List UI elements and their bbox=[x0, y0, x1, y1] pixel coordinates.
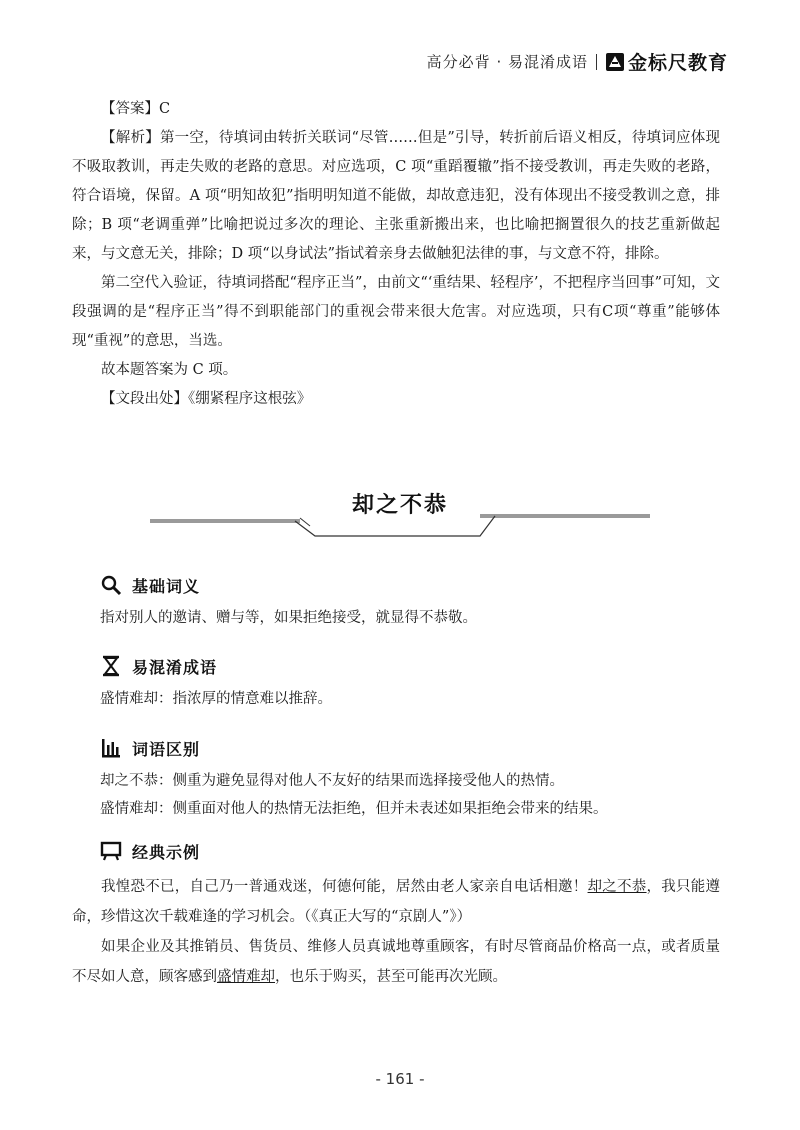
header-divider bbox=[596, 54, 597, 70]
word-difference-block bbox=[100, 733, 720, 823]
example-paragraph-2 bbox=[72, 932, 720, 992]
basic-meaning-label: 基础词义 bbox=[132, 576, 201, 596]
difference-line-1: 却之不恭：侧重为避免显得对他人不友好的结果而选择接受他人的热情。 bbox=[100, 773, 564, 789]
brand-logo bbox=[605, 48, 728, 75]
search-icon bbox=[100, 574, 122, 596]
bar-chart-icon bbox=[100, 737, 122, 759]
example-1-term: 却之不恭 bbox=[587, 879, 647, 895]
brand-logo-icon bbox=[605, 52, 625, 72]
word-difference-header bbox=[100, 733, 720, 763]
page-number: - 161 - bbox=[375, 1070, 425, 1088]
confusable-idiom-block bbox=[100, 651, 720, 713]
page-header bbox=[427, 48, 728, 75]
conclusion-line: 故本题答案为 C 项。 bbox=[101, 362, 238, 378]
basic-meaning-block bbox=[100, 570, 720, 632]
classic-examples-block bbox=[100, 836, 720, 866]
section-title: 却之不恭 bbox=[351, 492, 448, 518]
classic-examples-header bbox=[100, 836, 720, 866]
difference-line-2: 盛情难却：侧重面对他人的热情无法拒绝，但并未表述如果拒绝会带来的结果。 bbox=[100, 801, 608, 817]
monitor-icon bbox=[100, 840, 122, 862]
classic-examples-label: 经典示例 bbox=[132, 842, 201, 862]
answer-line: 【答案】C bbox=[101, 101, 171, 117]
example-2-term: 盛情难却 bbox=[217, 969, 275, 985]
example-paragraph-1 bbox=[72, 872, 720, 932]
example-1-text-before: 我惶恐不已，自己乃一普通戏迷，何德何能，居然由老人家亲自电话相邀！ bbox=[101, 879, 588, 895]
basic-meaning-header bbox=[100, 570, 720, 600]
source-line: 【文段出处】《绷紧程序这根弦》 bbox=[101, 391, 312, 407]
confusable-idiom-header bbox=[100, 651, 720, 681]
confusable-idiom-label: 易混淆成语 bbox=[132, 657, 218, 677]
brand-name: 金标尺教育 bbox=[627, 52, 728, 74]
analysis-paragraph: 【解析】第一空，待填词由转折关联词“尽管……但是”引导，转折前后语义相反，待填词应体现不吸取教训，再走失败的老路的意思。对应选项，C 项“重蹈覆辙”指不接受教训，再走失败的老路，符合语境，保留。A 项“明知故犯”指明明知道不能做，却故意违犯，没有体现出不接受教训之意，排除；B 项“老调重弹”比喻把说过多次的理论、主张重新搬出来，也比喻把搁置很久的技艺重新做起来，与文意无关，排除；D 项“以身试法”指试着亲身去做触犯法律的事，与文意不符，排除。 bbox=[72, 130, 720, 262]
confusable-idiom-text: 盛情难却：指浓厚的情意难以推辞。 bbox=[100, 691, 332, 707]
example-1-text-after: ，我只能遵命，珍惜这次千载难逢的学习机会。（《真正大写的“京剧人”》） bbox=[72, 879, 721, 925]
hourglass-icon bbox=[100, 655, 122, 677]
example-2-text-after: ，也乐于购买，甚至可能再次光顾。 bbox=[275, 969, 507, 985]
word-difference-label: 词语区别 bbox=[132, 739, 201, 759]
answer-section bbox=[72, 95, 720, 414]
example-2-text-before: 如果企业及其推销员、售货员、维修人员真诚地尊重顾客，有时尽管商品价格高一点，或者质量不尽如人意，顾客感到 bbox=[72, 939, 720, 985]
header-title: 高分必背 · 易混淆成语 bbox=[426, 53, 588, 71]
basic-meaning-text: 指对别人的邀请、赠与等，如果拒绝接受，就显得不恭敬。 bbox=[100, 610, 477, 626]
second-blank-paragraph: 第二空代入验证，待填词搭配“程序正当”，由前文“‘重结果、轻程序’，不把程序当回事”可知，文段强调的是“程序正当”得不到职能部门的重视会带来很大危害。对应选项，只有C项“尊重”能够体现“重视”的意思，当选。 bbox=[72, 275, 720, 349]
